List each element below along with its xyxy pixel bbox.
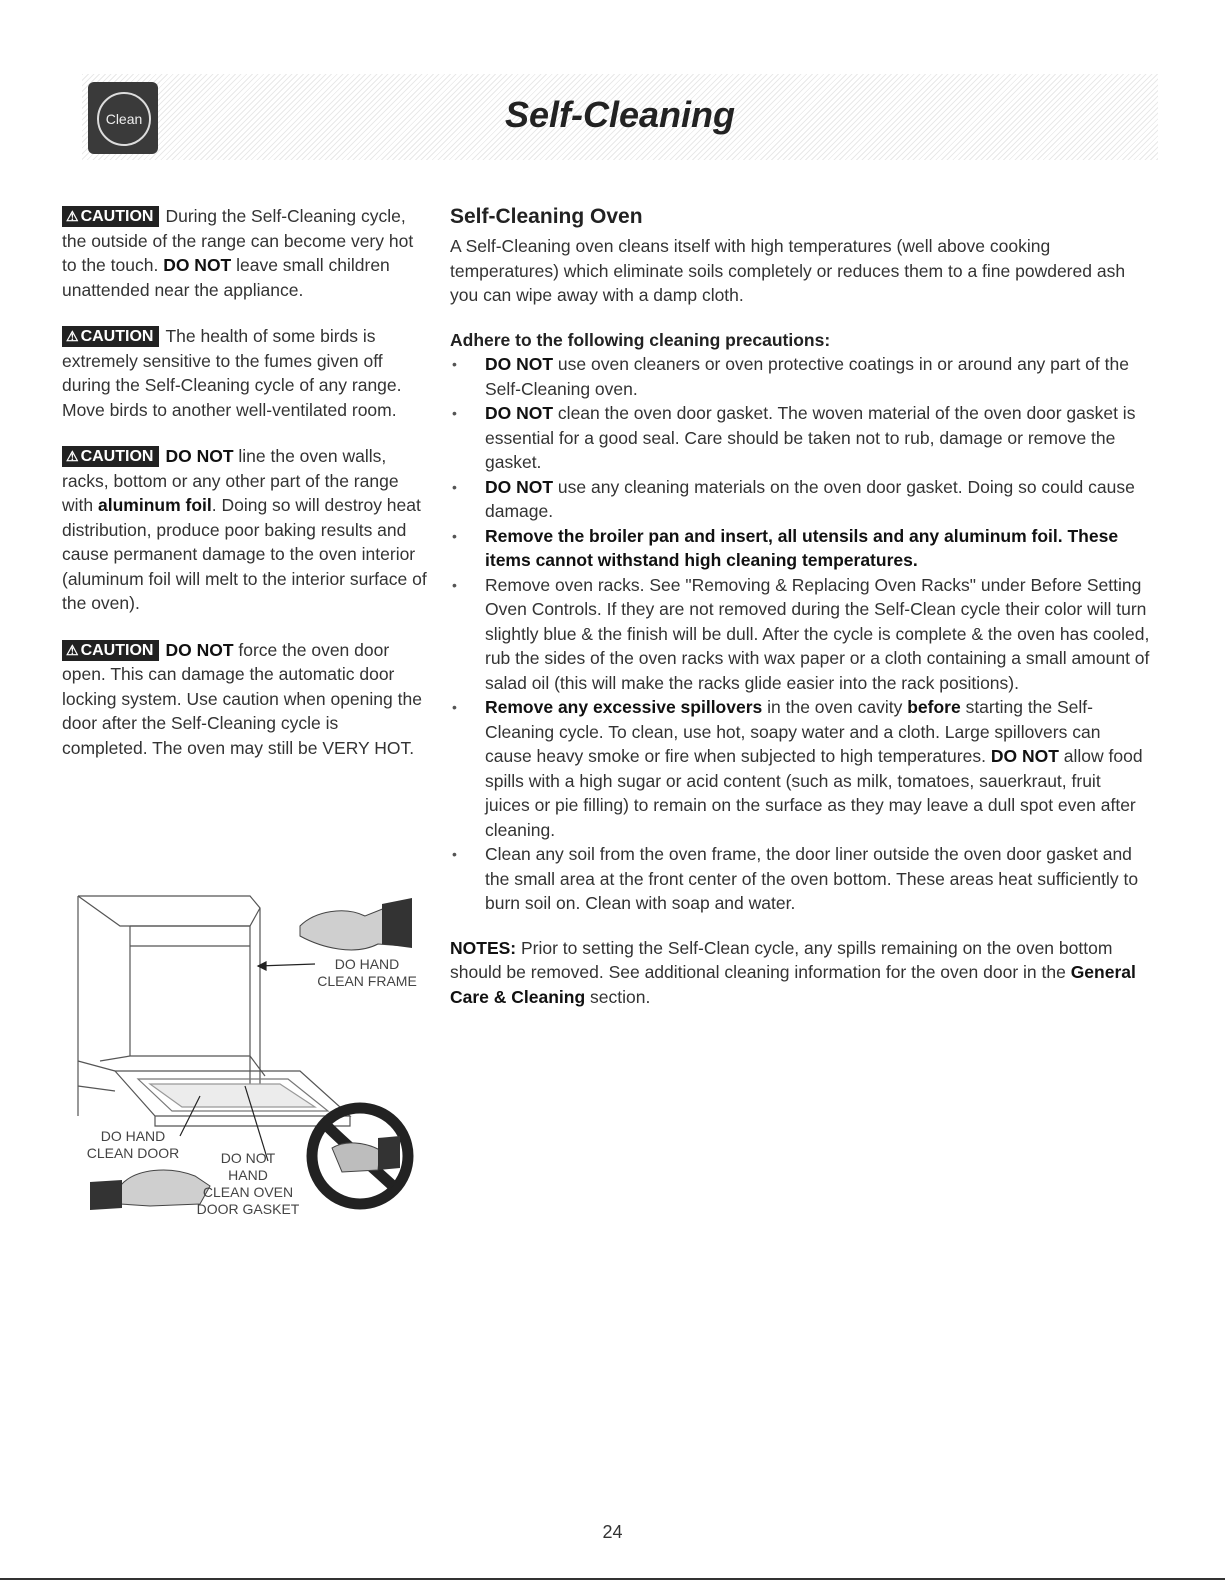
caution-paragraph: ⚠ CAUTION DO NOT line the oven walls, racks, bottom or any other part of the range with aluminum foil. Doing so will destroy heat distribution, produce poor baking results and cause permanent damage to the oven interior (aluminum foil will melt to the interior surface of the oven). (62, 446, 427, 613)
warning-icon: ⚠ (66, 448, 79, 464)
list-item: • Remove oven racks. See "Removing & Replacing Oven Racks" under Before Setting Oven Controls. If they are not removed during the Self-Clean cycle their color will turn slightly blue & the finish will be dull. After the cycle is complete & the oven has cooled, rub the sides of the oven racks with wax paper or a cloth containing a small amount of salad oil (this will make the racks glide easier into the rack positions). (450, 573, 1150, 696)
warning-icon: ⚠ (66, 641, 79, 658)
notes-paragraph: NOTES: Prior to setting the Self-Clean cycle, any spills remaining on the oven bottom should be removed. See additional cleaning information for the oven door in the General Care & Cleaning section. (450, 937, 1136, 1007)
bottom-divider (0, 1578, 1225, 1580)
caution-paragraph: ⚠ CAUTION DO NOT force the oven door open. This can damage the automatic door locking system. Use caution when opening the door after the Self-Cleaning cycle is completed. The oven may still be VERY HOT. (62, 639, 422, 758)
list-item: • DO NOT use oven cleaners or oven protective coatings in or around any part of the Self-Cleaning oven. (450, 352, 1150, 401)
intro-paragraph: A Self-Cleaning oven cleans itself with high temperatures (well above cooking temperatures) which eliminate soils completely or reduces them to a fine powdered ash you can wipe away with a damp cloth. (450, 236, 1126, 305)
label-gasket: DO NOT HAND CLEAN OVEN DOOR GASKET (196, 1150, 300, 1217)
list-item: • Remove the broiler pan and insert, all utensils and any aluminum foil. These items cannot withstand high cleaning temperatures. (450, 524, 1150, 573)
section-heading: Self-Cleaning Oven (450, 205, 643, 228)
label-clean-frame: DO HAND CLEAN FRAME (317, 956, 417, 989)
page-number: 24 (602, 1522, 623, 1542)
oven-cavity-outline (130, 926, 250, 1086)
self-cleaning-oven-section (450, 204, 1150, 1009)
caution-column (62, 204, 427, 782)
oven-cleaning-illustration (60, 886, 430, 1226)
door-gasket-area (150, 1084, 315, 1107)
warning-icon: ⚠ (66, 328, 79, 344)
label-clean-door: DO HAND CLEAN DOOR (86, 1128, 180, 1161)
drawer-line (78, 1061, 115, 1071)
list-item: • DO NOT use any cleaning materials on the oven door gasket. Doing so could cause damage. (450, 475, 1150, 524)
prohibited-icon (312, 1108, 408, 1204)
warning-icon: ⚠ (66, 208, 79, 224)
list-item: • DO NOT clean the oven door gasket. The woven material of the oven door gasket is essential for a good seal. Care should be taken not to rub, damage or remove the gasket. (450, 401, 1150, 475)
oven-floor-line (100, 1056, 265, 1076)
header-banner (82, 74, 1158, 160)
caution-badge: ⚠ CAUTION (62, 640, 159, 661)
caution-badge: ⚠ CAUTION (62, 326, 159, 347)
precautions-list (450, 352, 1150, 916)
page-title: Self-Cleaning (504, 94, 736, 135)
range-top-outline (78, 896, 260, 926)
caution-paragraph: ⚠ CAUTION During the Self-Cleaning cycle, the outside of the range can become very hot to the touch. DO NOT leave small children unattended near the appliance. (62, 206, 414, 300)
frame-arrow (258, 962, 266, 970)
list-item: • Clean any soil from the oven frame, the door liner outside the oven door gasket and the small area at the front center of the oven bottom. These areas heat sufficiently to burn soil on. Clean with soap and water. (450, 842, 1150, 916)
hand-cloth-frame-icon (300, 898, 412, 950)
caution-paragraph: ⚠ CAUTION The health of some birds is extremely sensitive to the fumes given off during the Self-Cleaning cycle of any range. Move birds to another well-ventilated room. (62, 326, 402, 420)
range-body-outline (78, 896, 260, 1106)
clean-icon-label: Clean (97, 92, 151, 146)
precautions-heading: Adhere to the following cleaning precautions: (450, 329, 831, 350)
caution-badge: ⚠ CAUTION (62, 446, 159, 467)
caution-badge: ⚠ CAUTION (62, 206, 159, 227)
list-item: • Remove any excessive spillovers in the oven cavity before starting the Self-Cleaning cycle. To clean, use hot, soapy water and a cloth. Large spillovers can cause heavy smoke or fire when subjected to high temperatures. DO NOT allow food spills with a high sugar or acid content (such as milk, tomatoes, sauerkraut, fruit juices or pie filling) to remain on the surface as they may leave a dull spot even after cleaning. (450, 695, 1150, 842)
